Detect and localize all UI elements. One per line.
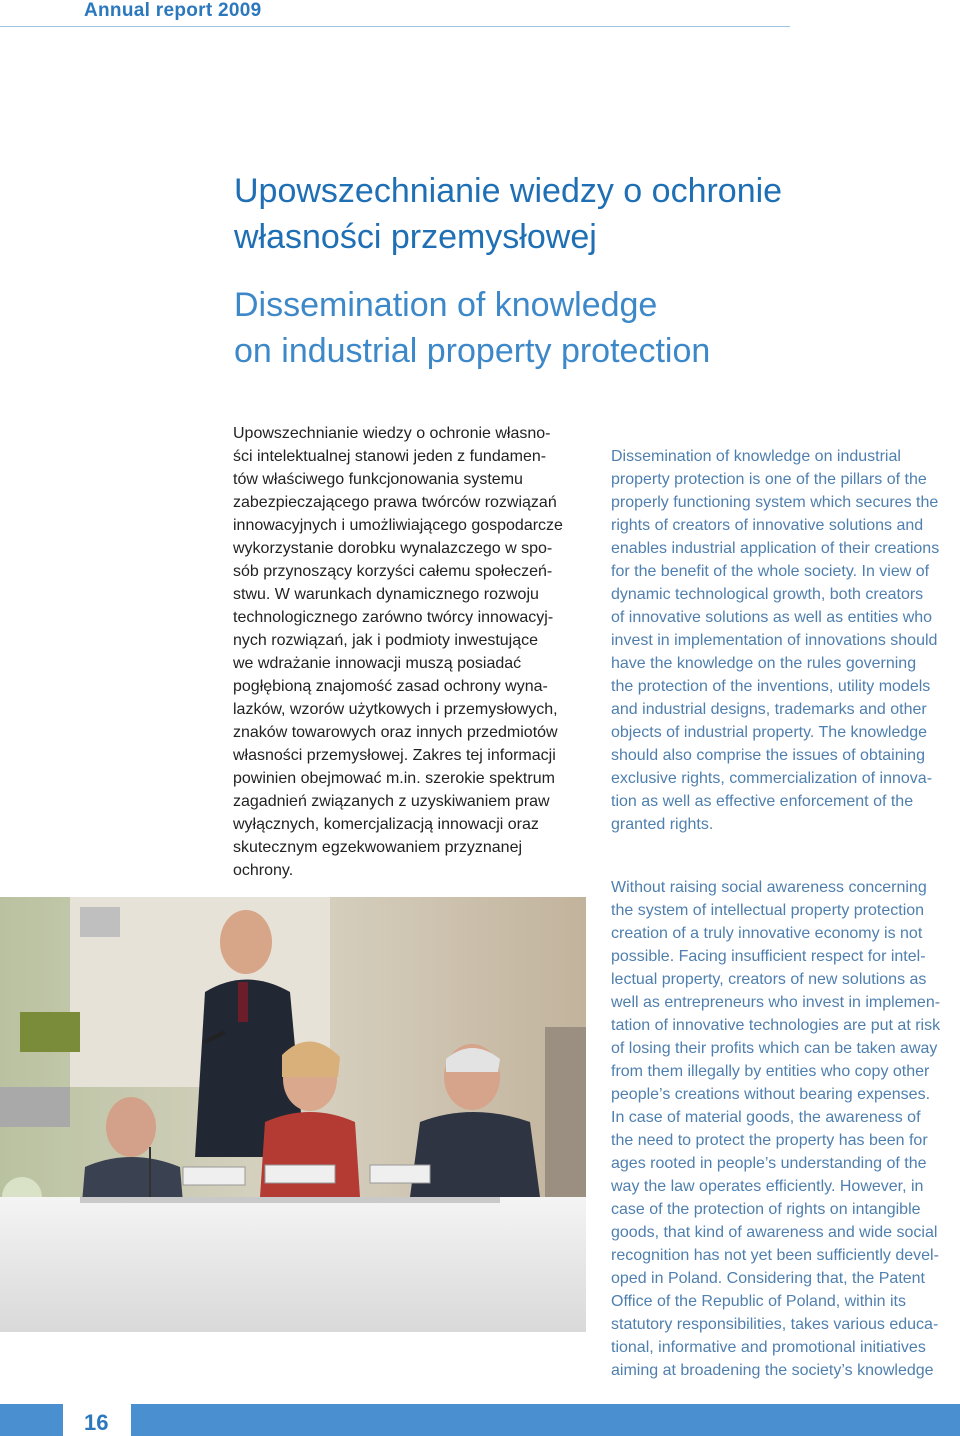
conference-photo-illustration: [0, 897, 586, 1332]
footer-bar: [0, 1404, 960, 1436]
title-english-line1: Dissemination of knowledge: [234, 286, 658, 324]
banner-logo-3: [0, 1087, 70, 1127]
conference-table: [0, 1197, 586, 1332]
title-polish: [234, 168, 934, 260]
table-edge: [80, 1197, 500, 1203]
banner-logo-1: [80, 907, 120, 937]
english-paragraph-1: Dissemination of knowledge on industrial property protection is one of the pillars of the properly functioning system which secures the rights of creators of innovative solutions and enables industrial application of their creations for the benefit of the whole society. In view of dynamic technological growth, both creators of innovative solutions as well as entities who invest in implementation of innovations should have the knowledge on the rules governing the protection of the inventions, utility models and industrial designs, trademarks and other objects of industrial property. The knowledge should also comprise the issues of obtaining exclusive rights, commercialization of innova- tion as well as effective enforcement of the granted rights.: [611, 448, 940, 833]
title-polish-line2: własności przemysłowej: [234, 218, 597, 256]
header-rule: [0, 26, 790, 27]
title-english: [234, 282, 934, 374]
name-card-3: [370, 1165, 430, 1183]
name-card-2: [265, 1165, 335, 1183]
report-label: Annual report 2009: [84, 0, 262, 21]
banner-logo-2: [20, 1012, 80, 1052]
name-card-1: [183, 1167, 245, 1185]
conference-photo: [0, 897, 586, 1332]
title-polish-line1: Upowszechnianie wiedzy o ochronie: [234, 172, 783, 210]
page-number: 16: [84, 1410, 109, 1435]
body-english-column: [611, 422, 960, 1422]
title-english-line2: on industrial property protection: [234, 332, 711, 370]
english-paragraph-2: Without raising social awareness concerning the system of intellectual property protection creation of a truly innovative economy is not possible. Facing insufficient respect for intel- lectual property, creators of new solutions as well as entrepreneurs who invest in implemen- tation of innovative technologies are put at risk of losing their profits which can be taken away from them illegally by entities who copy other people’s creations without bearing expenses. In case of material goods, the awareness of the need to protect the property has been for ages rooted in people’s understanding of the way the law operates efficiently. However, in case of the protection of rights on intangible goods, that kind of awareness and wide social recognition has not yet been sufficiently devel- oped in Poland. Considering that, the Patent Office of the Republic of Poland, within its statutory responsibilities, takes various educa- tional, informative and promotional initiatives aiming at broadening the society’s knowledge: [611, 879, 941, 1379]
body-polish-column: Upowszechnianie wiedzy o ochronie własno- ści intelektualnej stanowi jeden z fundamen- tów właściwego funkcjonowania systemu zabezpieczającego prawa twórców rozwiązań innowacyjnych i umożliwiającego gospodarcze wykorzystanie dorobku wynalazczego w spo- sób przynoszący korzyści całemu społeczeń- stwu. W warunkach dynamicznego rozwoju technologicznego zarówno twórcy innowacyj- nych rozwiązań, jak i podmioty inwestujące we wdrażanie innowacji muszą posiadać pogłębioną znajomość zasad ochrony wyna- lazków, wzorów użytkowych i przemysłowych, znaków towarowych oraz innych przedmiotów własności przemysłowej. Zakres tej informacji powinien obejmować m.in. szerokie spektrum zagadnień związanych z uzyskiwaniem praw wyłącznych, komercjalizacją innowacji oraz skutecznym egzekwowaniem przyznanej ochrony.: [233, 425, 563, 879]
